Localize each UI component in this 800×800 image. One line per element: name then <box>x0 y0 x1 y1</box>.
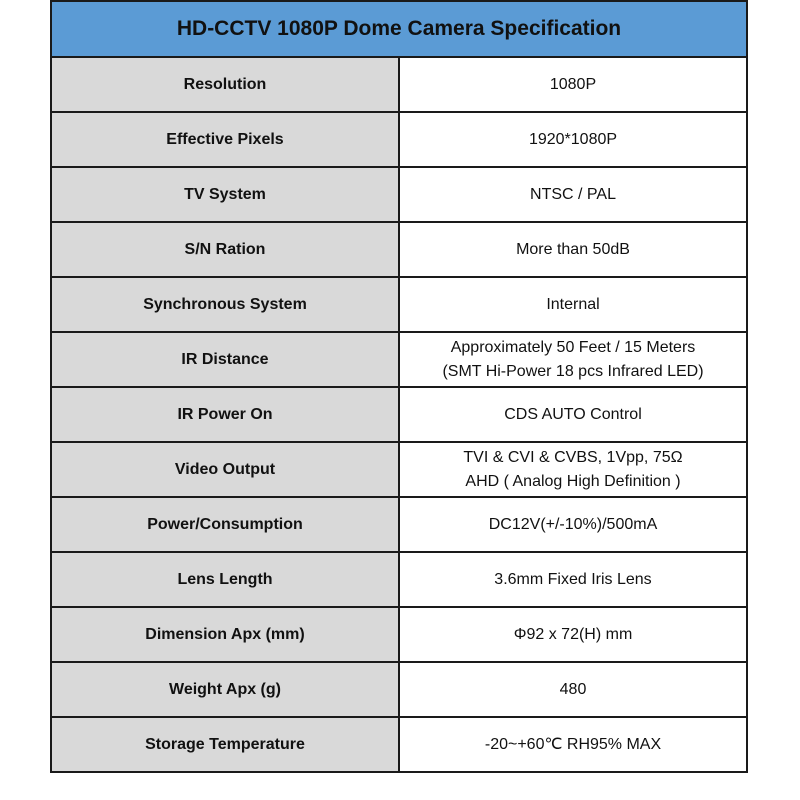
spec-value <box>399 442 747 497</box>
spec-value-line: 480 <box>559 680 587 698</box>
spec-value <box>399 662 747 717</box>
spec-value-line: CDS AUTO Control <box>504 405 642 423</box>
spec-value <box>399 497 747 552</box>
spec-value <box>399 277 747 332</box>
spec-label: Dimension Apx (mm) <box>51 607 399 662</box>
spec-value-line: TVI & CVI & CVBS, 1Vpp, 75Ω <box>463 448 683 466</box>
spec-value-line: DC12V(+/-10%)/500mA <box>488 515 658 533</box>
spec-label: Power/Consumption <box>51 497 399 552</box>
spec-value-line: 1080P <box>549 75 597 93</box>
table-row <box>51 277 747 332</box>
table-row <box>51 387 747 442</box>
spec-label: Resolution <box>51 57 399 112</box>
spec-table <box>50 0 748 773</box>
spec-label: Weight Apx (g) <box>51 662 399 717</box>
spec-value <box>399 552 747 607</box>
spec-value <box>399 57 747 112</box>
spec-value <box>399 607 747 662</box>
table-row <box>51 717 747 772</box>
spec-label: Video Output <box>51 442 399 497</box>
table-row <box>51 112 747 167</box>
spec-value <box>399 222 747 277</box>
table-row <box>51 222 747 277</box>
table-row <box>51 442 747 497</box>
spec-value <box>399 717 747 772</box>
table-row <box>51 497 747 552</box>
spec-value-line: NTSC / PAL <box>530 185 616 203</box>
table-row <box>51 607 747 662</box>
spec-body <box>51 57 747 772</box>
spec-value-line: Internal <box>546 295 600 313</box>
spec-value-line: Φ92 x 72(H) mm <box>513 625 633 643</box>
spec-value-line: More than 50dB <box>516 240 630 258</box>
table-row <box>51 167 747 222</box>
table-row <box>51 57 747 112</box>
spec-value-line: Approximately 50 Feet / 15 Meters <box>450 338 696 356</box>
spec-label: Effective Pixels <box>51 112 399 167</box>
spec-value <box>399 112 747 167</box>
spec-label: IR Power On <box>51 387 399 442</box>
spec-label: Synchronous System <box>51 277 399 332</box>
spec-label: Storage Temperature <box>51 717 399 772</box>
spec-value <box>399 167 747 222</box>
spec-label: S/N Ration <box>51 222 399 277</box>
spec-label: Lens Length <box>51 552 399 607</box>
spec-label: IR Distance <box>51 332 399 387</box>
spec-value <box>399 332 747 387</box>
spec-value <box>399 387 747 442</box>
spec-value-line: AHD ( Analog High Definition ) <box>465 472 681 490</box>
table-row <box>51 332 747 387</box>
spec-value-line: 1920*1080P <box>528 130 618 148</box>
spec-value-line: -20~+60℃ RH95% MAX <box>484 735 662 753</box>
spec-label: TV System <box>51 167 399 222</box>
table-title: HD-CCTV 1080P Dome Camera Specification <box>51 1 747 57</box>
spec-value-line: (SMT Hi-Power 18 pcs Infrared LED) <box>442 362 704 380</box>
table-row <box>51 552 747 607</box>
table-row <box>51 662 747 717</box>
spec-value-line: 3.6mm Fixed Iris Lens <box>494 570 652 588</box>
